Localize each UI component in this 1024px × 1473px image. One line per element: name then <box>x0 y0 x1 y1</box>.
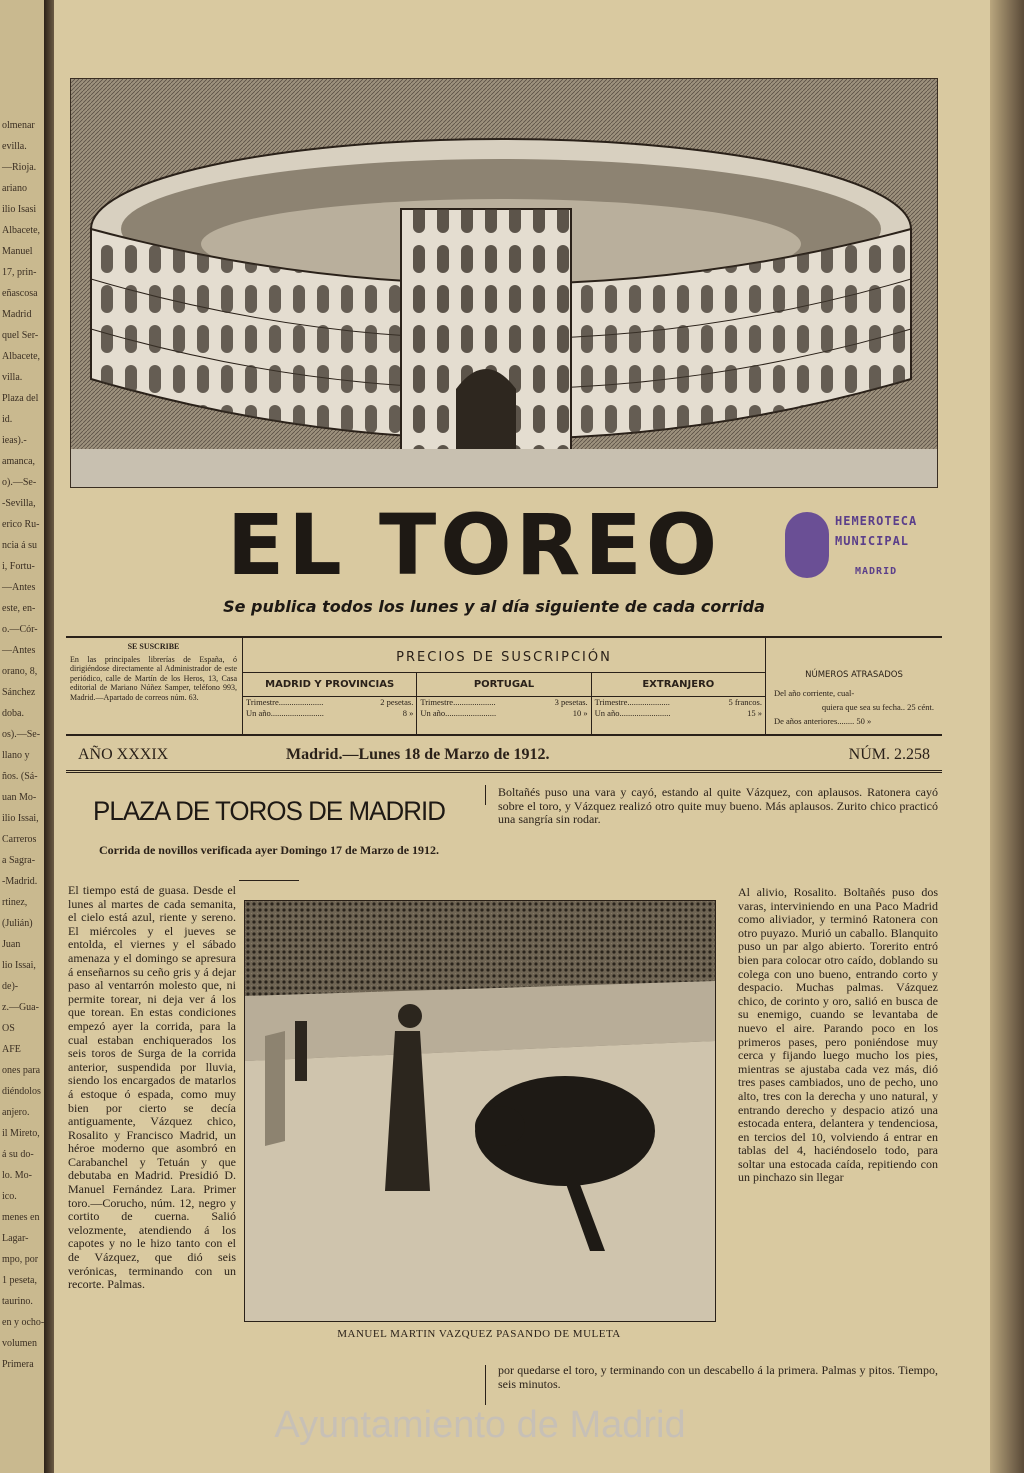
prices-column-extranjero <box>592 673 765 735</box>
prev-page-fragment: ños. (Sá- <box>2 771 38 782</box>
issue-date: Madrid.—Lunes 18 de Marzo de 1912. <box>286 746 550 763</box>
price-value: 5 francos. <box>728 697 762 707</box>
prev-page-fragment: i, Fortu- <box>2 561 35 572</box>
prev-page-fragment: Sánchez <box>2 687 36 698</box>
prices-column-portugal <box>417 673 591 735</box>
subscription-text: En las principales librerías de España, ó dirigiéndose directamente al Administrador de este periódico, calle de Martín de los Heros, 13, Casa editorial de Mariano Núñez Samper, teléfono 993, Madrid.—Apartado de correos núm. 63. <box>70 654 237 702</box>
prev-page-fragment: erico Ru- <box>2 519 40 530</box>
prev-page-fragment: 17, prin- <box>2 267 37 278</box>
prev-page-fragment: quel Ser- <box>2 330 39 341</box>
back-issues-row: Del año corriente, cual- <box>774 688 855 698</box>
price-value: 2 pesetas. <box>380 697 414 707</box>
prev-page-fragment: (Julián) <box>2 918 33 929</box>
prev-page-fragment: eñascosa <box>2 288 38 299</box>
archive-watermark: Ayuntamiento de Madrid <box>274 1404 686 1446</box>
prev-page-fragment: uan Mo- <box>2 792 37 803</box>
price-label: Un año........................ <box>594 708 671 718</box>
price-label: Un año........................ <box>420 708 497 718</box>
back-issues <box>766 638 942 728</box>
stamp-seal-icon <box>785 512 829 578</box>
prev-page-fragment: ilio Isasi <box>2 204 37 215</box>
double-rule <box>66 770 942 773</box>
photo-caption: MANUEL MARTIN VAZQUEZ PASANDO DE MULETA <box>337 1328 621 1340</box>
prev-page-fragment: de)- <box>2 981 19 992</box>
price-value: 3 pesetas. <box>554 697 588 707</box>
prev-page-fragment: Primera <box>2 1359 34 1370</box>
prev-page-fragment: anjero. <box>2 1107 30 1118</box>
back-issues-row: De años anteriores........ 50 » <box>774 716 872 726</box>
prev-page-fragment: orano, 8, <box>2 666 38 677</box>
prices-table <box>242 638 766 734</box>
prev-page-fragment: Lagar- <box>2 1233 29 1244</box>
prev-page-fragment: —Rioja. <box>2 162 37 173</box>
prev-page-fragment: ilio Issai, <box>2 813 39 824</box>
prev-page-fragment: lo. Mo- <box>2 1170 32 1181</box>
bullfight-photo <box>244 900 716 1322</box>
column-header: MADRID Y PROVINCIAS <box>243 673 416 697</box>
column-rule <box>485 1365 486 1405</box>
dateline <box>66 742 942 770</box>
prev-page-fragment: doba. <box>2 708 24 719</box>
subhead-divider <box>239 880 299 881</box>
prev-page-fragment: OS <box>2 1023 15 1034</box>
prev-page-fragment: Carreros <box>2 834 37 845</box>
prev-page-fragment: rtinez, <box>2 897 28 908</box>
prev-page-fragment: volumen <box>2 1338 37 1349</box>
price-value: 15 » <box>747 708 762 718</box>
article-subhead: Corrida de novillos verificada ayer Domingo 17 de Marzo de 1912. <box>98 843 440 857</box>
price-value: 10 » <box>572 708 588 718</box>
issue-number: NÚM. 2.258 <box>848 746 930 763</box>
prev-page-fragment: a Sagra- <box>2 855 36 866</box>
library-stamp <box>785 508 955 588</box>
prev-page-fragment: il Mireto, <box>2 1128 40 1139</box>
prices-title: PRECIOS DE SUSCRIPCIÓN <box>396 650 612 665</box>
price-label: Trimestre.................... <box>420 697 496 707</box>
prev-page-fragment: -Madrid. <box>2 876 38 887</box>
prev-page-fragment: Manuel <box>2 246 33 257</box>
prev-page-fragment: llano y <box>2 750 30 761</box>
newspaper-page <box>54 0 990 1473</box>
bullring-engraving <box>70 78 938 488</box>
prev-page-fragment: Plaza del <box>2 393 39 404</box>
prev-page-fragment: lio Issai, <box>2 960 36 971</box>
article-column-2-bottom: por quedarse el toro, y terminando con un descabello á la primera. Palmas y pitos. Tiempo, seis minutos. <box>498 1363 938 1391</box>
subscription-heading: SE SUSCRIBE <box>127 642 180 651</box>
prev-page-fragment: ones para <box>2 1065 41 1076</box>
year-label: AÑO XXXIX <box>78 746 169 763</box>
column-rule <box>485 785 486 805</box>
prev-page-fragment: ieas).- <box>2 435 27 446</box>
prev-page-fragment: ico. <box>2 1191 17 1202</box>
article-column-1: El tiempo está de guasa. Desde el lunes al martes de cada semanita, el cielo está azul, riente y sereno. El miércoles y el jueves se entolda, el viernes y el sábado amenaza y el domingo se apresura á enseñarnos su ceño gris y á dejar paso al ventarrón molesto que, ni permite torear, ni deja ver á los que torean. En estas condiciones empezó ayer la corrida, para la cual estaban enchiquerados los seis toros de Surga de la corrida anterior, suspendida por lluvia, siendo los encargados de matarlos á estoque ó espada, como muy bien por cierto se decía antiguamente, Vázquez chico, Rosalito y Francisco Madrid, un héroe moderno que asombró en Carabanchel y Tetuán y que debutaba en Madrid. Presidió D. Manuel Fernández Lara. Primer toro.—Corucho, núm. 12, negro y cortito de cuerna. Salió velozmente, atendiendo á los capotes y no le hizo tanto con el de Vázquez, que dió seis verónicas, terminando con un recorte. Palmas. <box>68 883 236 1292</box>
prev-page-fragment: á su do- <box>2 1149 34 1160</box>
price-label: Un año......................... <box>246 708 324 718</box>
prev-page-fragment: —Antes <box>2 582 36 593</box>
prev-page-fragment: Madrid <box>2 309 32 320</box>
prev-page-fragment: menes en <box>2 1212 40 1223</box>
prev-page-fragment: villa. <box>2 372 23 383</box>
price-label: Trimestre..................... <box>246 697 324 707</box>
prev-page-fragment: z.—Gua- <box>2 1002 39 1013</box>
prev-page-fragment: mpo, por <box>2 1254 39 1265</box>
stamp-line-1: HEMEROTECA <box>835 514 918 528</box>
stamp-line-2: MUNICIPAL <box>835 534 910 548</box>
newspaper-masthead: EL TOREO <box>226 496 722 594</box>
prices-column-madrid <box>243 673 417 735</box>
prev-page-fragment: Juan <box>2 939 21 950</box>
previous-page-strip <box>0 0 44 1473</box>
prev-page-fragment: os).—Se- <box>2 729 41 740</box>
prev-page-fragment: olmenar <box>2 120 35 131</box>
prev-page-fragment: en y ocho- <box>2 1317 44 1328</box>
stamp-line-3: MADRID <box>855 566 898 577</box>
prev-page-fragment: diéndolos <box>2 1086 41 1097</box>
prev-page-fragment: -Sevilla, <box>2 498 36 509</box>
binding-gutter <box>44 0 54 1473</box>
prev-page-fragment: ncia á su <box>2 540 37 551</box>
tagline: Se publica todos los lunes y al día siguiente de cada corrida <box>223 597 765 616</box>
back-issues-heading: NÚMEROS ATRASADOS <box>805 670 903 680</box>
column-header: EXTRANJERO <box>592 673 765 697</box>
back-issues-row: quiera que sea su fecha.. 25 cént. <box>821 702 934 712</box>
page-edge <box>990 0 1024 1473</box>
prev-page-fragment: AFE <box>2 1044 21 1055</box>
column-header: PORTUGAL <box>417 673 590 697</box>
article-column-2-side: Al alivio, Rosalito. Boltañés puso dos varas, interviniendo en una Paco Madrid como aliviador, y terminó Ratonera con otro puyazo. Murió un caballo. Blanquito puso un par algo abierto. Torerito entró bien para colocar otro caído, doblando su colega con uno bueno, entrando corto y despacio. Muchas palmas. Vázquez chico, de corinto y oro, salió en busca de su enemigo, cuando se levantaba de nuevo el aire. Parando poco en los primeros pases, pero poniéndose muy cerca y fijando luego mucho los pies, mientras se ajustaba cada vez más, dió tres pases cambiados, uno de pecho, uno alto, tres con la derecha y uno natural, y entrando derecho y despacio atizó una estocada entera, delantera y tendenciosa, en tercios del 10, volviendo á entrar en tablas del 4, haciéndoselo todo, para soltar una estocada caída, repitiendo con un pinchazo sin llegar <box>738 885 938 1185</box>
subscription-box <box>66 636 942 736</box>
prev-page-fragment: este, en- <box>2 603 36 614</box>
prev-page-fragment: ariano <box>2 183 27 194</box>
subscription-info <box>66 642 241 703</box>
prev-page-fragment: id. <box>2 414 13 425</box>
prev-page-fragment: —Antes <box>2 645 36 656</box>
prev-page-fragment: o.—Cór- <box>2 624 38 635</box>
prev-page-fragment: taurino. <box>2 1296 33 1307</box>
price-value: 8 » <box>402 708 414 718</box>
prev-page-fragment: evilla. <box>2 141 27 152</box>
prev-page-fragment: amanca, <box>2 456 36 467</box>
price-label: Trimestre.................... <box>594 697 670 707</box>
prev-page-fragment: o).—Se- <box>2 477 37 488</box>
prev-page-fragment: 1 peseta, <box>2 1275 37 1286</box>
article-column-2-top: Boltañés puso una vara y cayó, estando al quite Vázquez, con aplausos. Ratonera cayó sobre el toro, y Vázquez realizó otro quite muy bueno. Más aplausos. Zurito chico practicó una sangría sin rodar. <box>498 785 938 827</box>
prev-page-fragment: Albacete, <box>2 225 41 236</box>
prev-page-fragment: Albacete, <box>2 351 41 362</box>
article-headline: PLAZA DE TOROS DE MADRID <box>93 796 445 826</box>
